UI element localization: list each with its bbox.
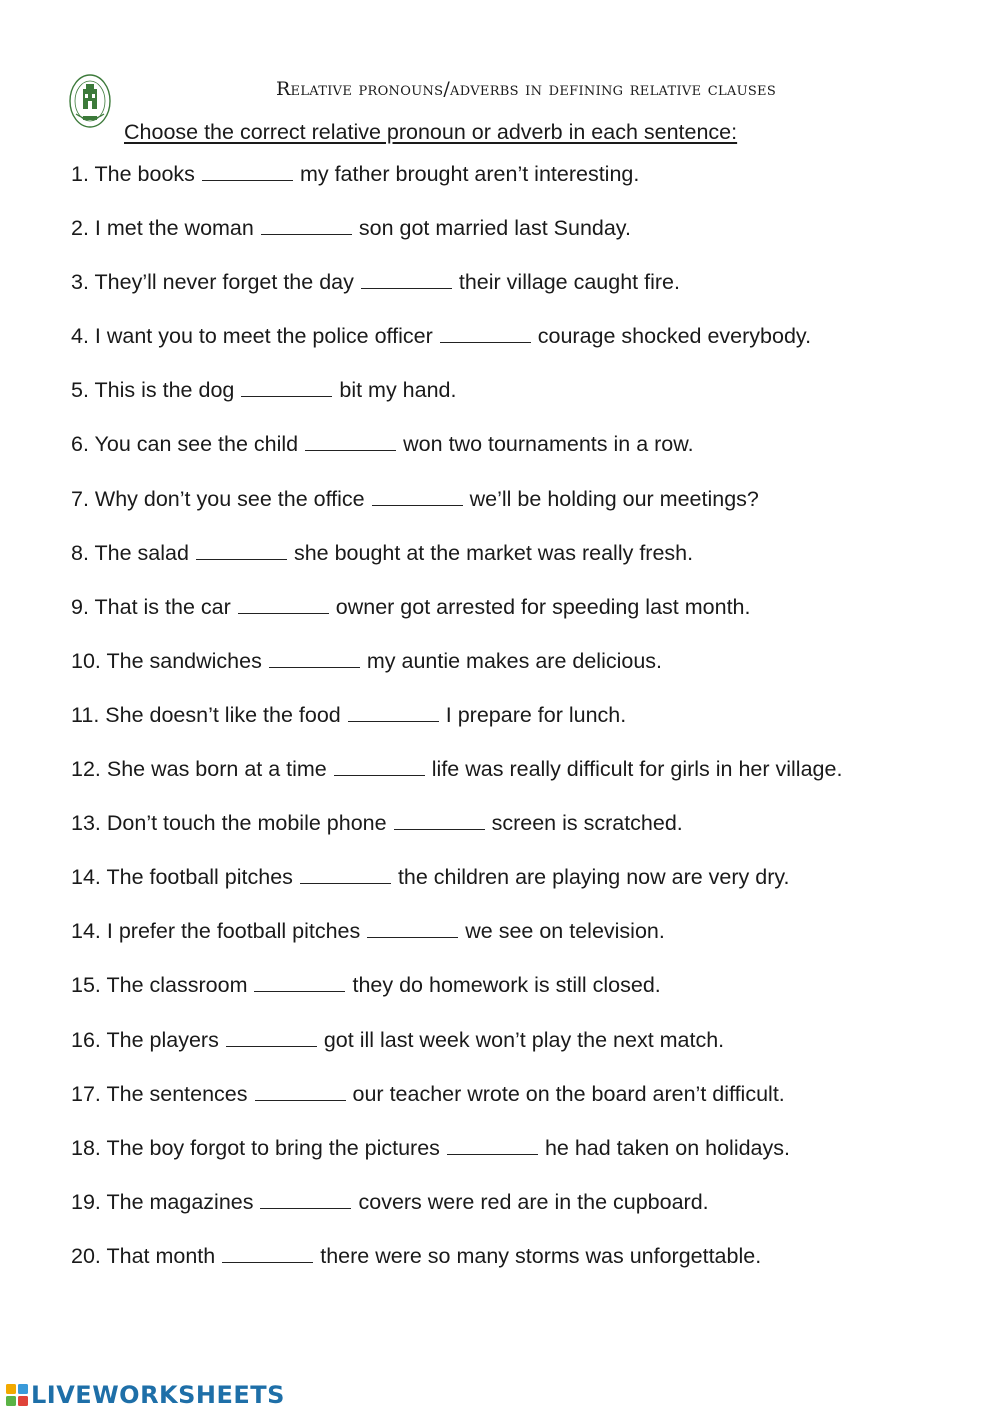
answer-blank[interactable]: [361, 269, 452, 289]
question-text-after: screen is scratched.: [491, 811, 683, 836]
answer-blank[interactable]: [226, 1027, 317, 1047]
question-item: [71, 160, 842, 214]
liveworksheets-logo-icon: [6, 1384, 28, 1406]
question-number: 9.: [71, 594, 89, 619]
answer-blank[interactable]: [348, 702, 439, 722]
question-text-before: This is the dog: [94, 378, 235, 403]
question-text-after: my father brought aren’t interesting.: [299, 162, 640, 186]
question-number: 8.: [71, 540, 89, 565]
question-text-before: She was born at a time: [106, 757, 327, 782]
question-number: 2.: [71, 216, 89, 241]
question-item: [71, 917, 842, 971]
question-item: [71, 268, 842, 322]
question-text-before: The sentences: [106, 1081, 248, 1106]
question-number: 19.: [71, 1189, 101, 1214]
question-number: 17.: [71, 1081, 101, 1106]
answer-blank[interactable]: [367, 918, 458, 938]
question-text-after: owner got arrested for speeding last month.: [335, 594, 751, 619]
question-item: [71, 755, 842, 809]
answer-blank[interactable]: [447, 1135, 538, 1155]
answer-blank[interactable]: [440, 323, 531, 343]
question-item: [71, 1080, 842, 1134]
question-text-before: That month: [106, 1243, 216, 1268]
question-text-after: won two tournaments in a row.: [403, 432, 694, 457]
question-text-before: They’ll never forget the day: [94, 270, 354, 295]
question-number: 12.: [71, 757, 101, 782]
question-text-before: The magazines: [106, 1189, 254, 1214]
question-number: 15.: [71, 973, 101, 998]
question-text-after: got ill last week won’t play the next match.: [323, 1027, 725, 1052]
question-text-after: we see on television.: [465, 919, 665, 944]
question-item: [71, 430, 842, 484]
question-item: [71, 1026, 842, 1080]
answer-blank[interactable]: [202, 161, 293, 181]
answer-blank[interactable]: [255, 1081, 346, 1101]
question-item: [71, 485, 842, 539]
question-text-after: the children are playing now are very dry.: [397, 865, 790, 890]
answer-blank[interactable]: [222, 1243, 313, 1263]
question-text-after: he had taken on holidays.: [544, 1135, 790, 1160]
answer-blank[interactable]: [394, 810, 485, 830]
question-text-after: our teacher wrote on the board aren’t difficult.: [352, 1081, 785, 1106]
question-item: [71, 214, 842, 268]
question-text-after: courage shocked everybody.: [537, 324, 812, 349]
question-number: 3.: [71, 270, 89, 295]
question-text-before: The salad: [94, 540, 189, 565]
question-item: [71, 971, 842, 1025]
question-text-before: The sandwiches: [106, 648, 262, 673]
question-text-before: The football pitches: [106, 865, 293, 890]
question-item: [71, 863, 842, 917]
question-number: 4.: [71, 324, 89, 349]
question-text-before: I want you to meet the police officer: [94, 324, 433, 349]
instructions: Choose the correct relative pronoun or adverb in each sentence:: [124, 120, 738, 144]
answer-blank[interactable]: [305, 431, 396, 451]
question-text-after: I prepare for lunch.: [445, 702, 627, 727]
question-text-before: The classroom: [106, 973, 248, 998]
question-text-before: Why don’t you see the office: [94, 486, 365, 511]
question-number: 16.: [71, 1027, 101, 1052]
question-text-before: Don’t touch the mobile phone: [106, 811, 387, 836]
question-text-after: their village caught fire.: [458, 270, 680, 295]
question-item: [71, 322, 842, 376]
answer-blank[interactable]: [238, 594, 329, 614]
question-item: [71, 1242, 842, 1296]
question-item: [71, 809, 842, 863]
question-text-before: That is the car: [94, 594, 231, 619]
answer-blank[interactable]: [241, 377, 332, 397]
answer-blank[interactable]: [334, 756, 425, 776]
question-text-before: She doesn’t like the food: [105, 702, 341, 727]
question-text-after: they do homework is still closed.: [352, 973, 661, 998]
question-number: 1.: [71, 162, 89, 186]
question-item: [71, 647, 842, 701]
question-text-after: life was really difficult for girls in her village.: [431, 757, 843, 782]
question-number: 14.: [71, 919, 101, 944]
question-number: 18.: [71, 1135, 101, 1160]
question-item: [71, 701, 842, 755]
question-text-before: The boy forgot to bring the pictures: [106, 1135, 440, 1160]
question-item: [71, 376, 842, 430]
question-number: 10.: [71, 648, 101, 673]
question-number: 14.: [71, 865, 101, 890]
footer-brand[interactable]: [6, 1381, 285, 1409]
answer-blank[interactable]: [260, 1189, 351, 1209]
question-item: [71, 1134, 842, 1188]
answer-blank[interactable]: [261, 215, 352, 235]
brand-name: LIVEWORKSHEETS: [31, 1381, 285, 1409]
question-number: 13.: [71, 811, 101, 836]
question-text-after: there were so many storms was unforgettable.: [320, 1243, 762, 1268]
question-text-before: You can see the child: [94, 432, 299, 457]
question-number: 20.: [71, 1243, 101, 1268]
question-text-after: covers were red are in the cupboard.: [358, 1189, 709, 1214]
answer-blank[interactable]: [269, 648, 360, 668]
question-number: 5.: [71, 378, 89, 403]
answer-blank[interactable]: [372, 486, 463, 506]
question-text-before: The players: [106, 1027, 219, 1052]
question-number: 7.: [71, 486, 89, 511]
question-number: 11.: [71, 702, 100, 727]
question-item: [71, 1188, 842, 1242]
question-text-before: I prefer the football pitches: [106, 919, 361, 944]
answer-blank[interactable]: [254, 972, 345, 992]
question-text-after: son got married last Sunday.: [358, 216, 631, 241]
question-text-after: she bought at the market was really fresh.: [293, 540, 694, 565]
question-text-before: I met the woman: [94, 216, 254, 241]
answer-blank[interactable]: [196, 540, 287, 560]
question-number: 6.: [71, 432, 89, 457]
answer-blank[interactable]: [300, 864, 391, 884]
question-item: [71, 593, 842, 647]
question-text-before: The books: [94, 162, 195, 186]
question-item: [71, 539, 842, 593]
question-text-after: my auntie makes are delicious.: [366, 648, 663, 673]
question-text-after: we’ll be holding our meetings?: [469, 486, 759, 511]
question-text-after: bit my hand.: [339, 378, 457, 403]
worksheet-title: Relative pronouns/adverbs in defining relative clauses: [275, 78, 777, 100]
question-list: [71, 160, 842, 1296]
